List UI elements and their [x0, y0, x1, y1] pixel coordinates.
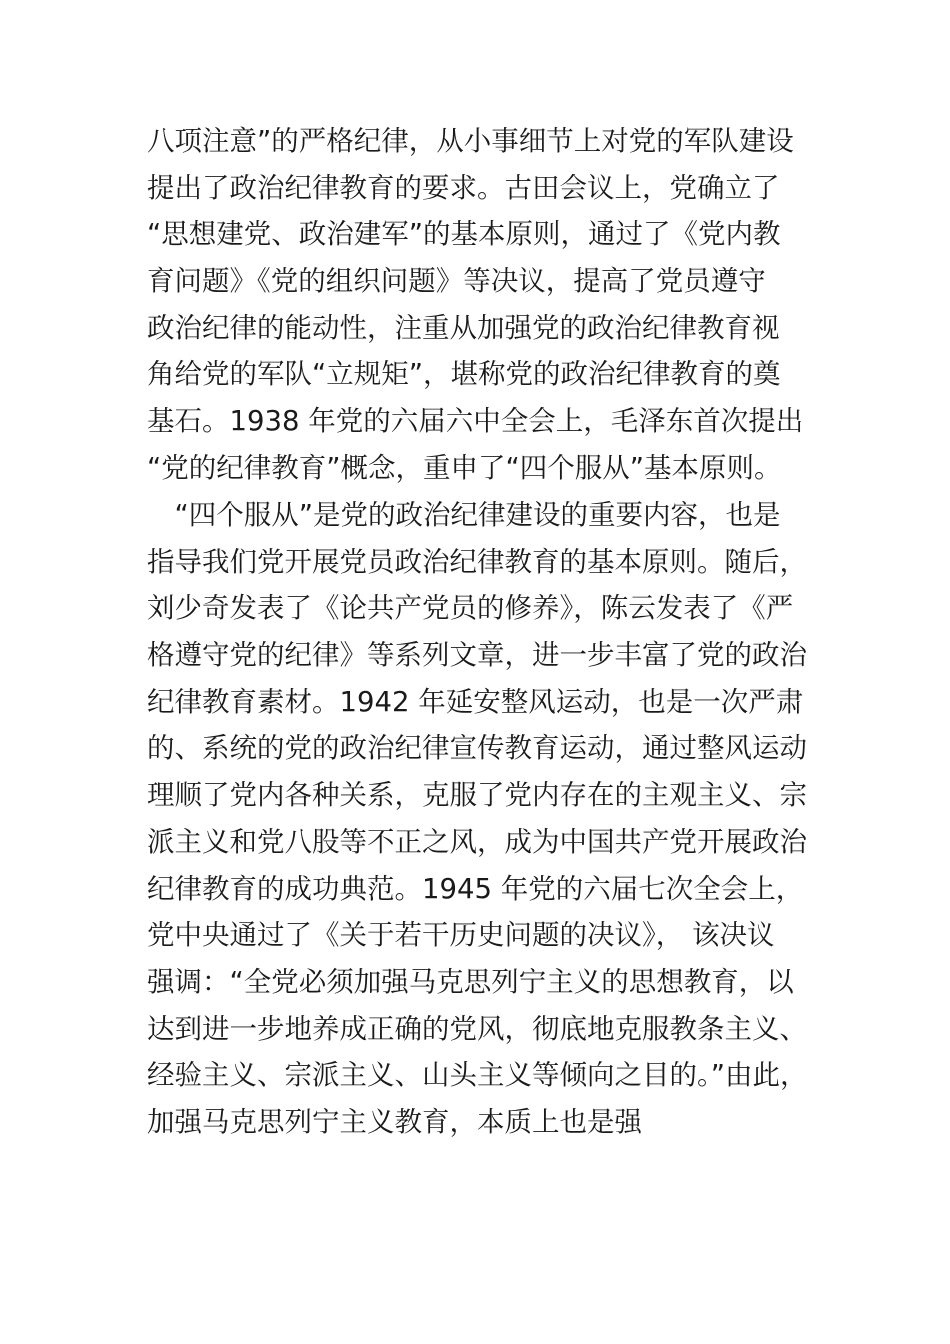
text-line: 格遵守党的纪律》等系列文章，进一步丰富了党的政治 [147, 639, 807, 672]
text-line: 理顺了党内各种关系，克服了党内存在的主观主义、宗 [147, 779, 807, 812]
text-line: 纪律教育素材。1942 年延安整风运动，也是一次严肃 [147, 685, 804, 718]
text-line: 强调：“全党必须加强马克思列宁主义的思想教育，以 [147, 965, 794, 998]
text-line: 角给党的军队“立规矩”，堪称党的政治纪律教育的奠 [147, 358, 781, 391]
text-line: 的、系统的党的政治纪律宣传教育运动，通过整风运动 [147, 732, 807, 765]
text-line: 派主义和党八股等不正之风，成为中国共产党开展政治 [147, 825, 807, 858]
text-line: 育问题》《党的组织问题》等决议，提高了党员遵守 [147, 265, 766, 298]
text-line: “党的纪律教育”概念，重申了“四个服从”基本原则。 [147, 451, 782, 484]
text-line: “四个服从”是党的政治纪律建设的重要内容，也是 [147, 499, 781, 531]
text-line: 经验主义、宗派主义、山头主义等倾向之目的。”由此， [147, 1059, 808, 1092]
text-line: 党中央通过了《关于若干历史问题的决议》， 该决议 [147, 919, 775, 952]
text-line: 基石。1938 年党的六届六中全会上，毛泽东首次提出 [147, 405, 804, 438]
text-line: 纪律教育的成功典范。1945 年党的六届七次全会上， [147, 872, 804, 905]
text-line: 加强马克思列宁主义教育，本质上也是强 [147, 1105, 642, 1138]
paragraph-1 [147, 118, 803, 492]
text-line: 提出了政治纪律教育的要求。古田会议上，党确立了 [147, 171, 780, 204]
text-line: 刘少奇发表了《论共产党员的修养》，陈云发表了《严 [147, 592, 794, 625]
text-line: “思想建党、政治建军”的基本原则，通过了《党内教 [147, 218, 781, 251]
paragraph-2 [147, 492, 808, 1146]
text-line: 八项注意”的严格纪律，从小事细节上对党的军队建设 [147, 125, 794, 157]
text-line: 达到进一步地养成正确的党风，彻底地克服教条主义、 [147, 1012, 807, 1045]
text-line: 指导我们党开展党员政治纪律教育的基本原则。随后， [147, 545, 807, 578]
text-line: 政治纪律的能动性，注重从加强党的政治纪律教育视 [147, 311, 780, 344]
